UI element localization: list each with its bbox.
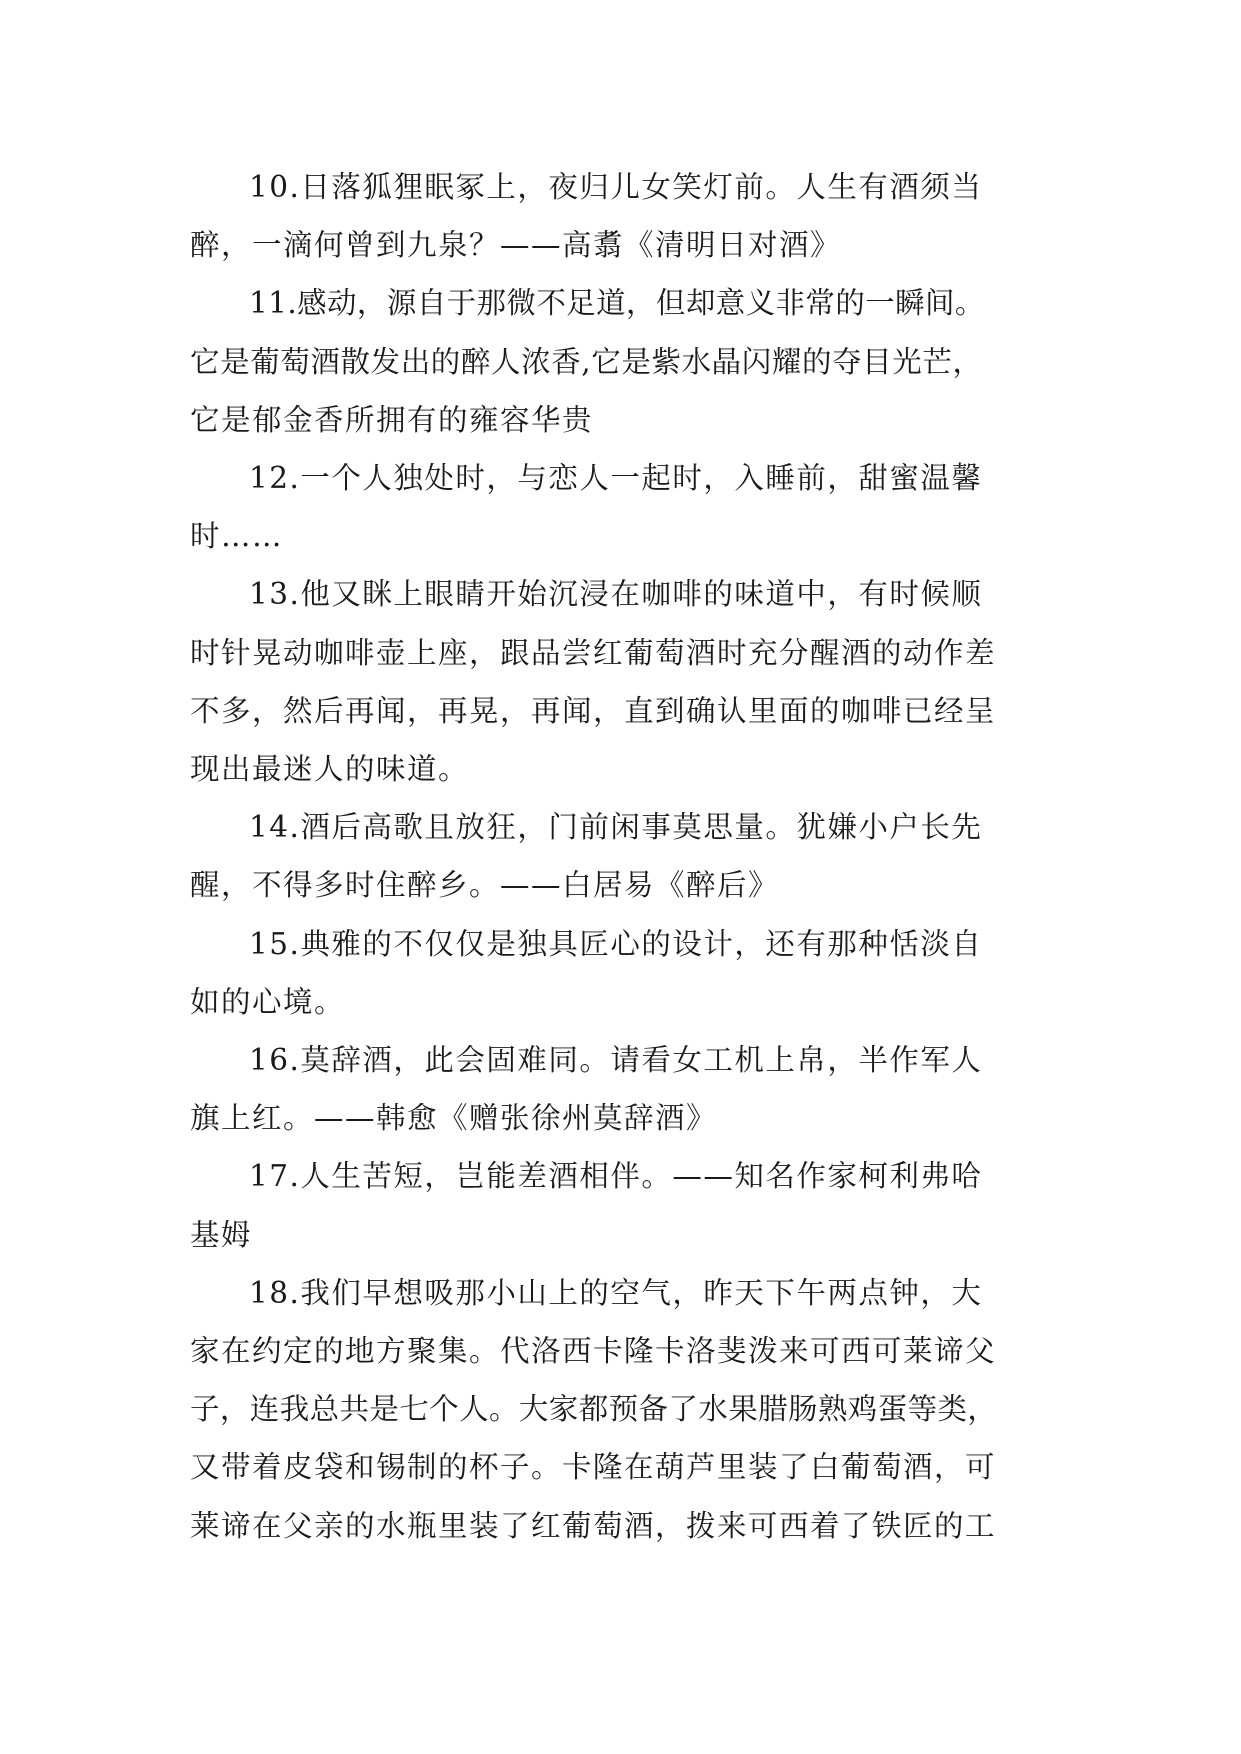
text-line: 13.他又眯上眼睛开始沉浸在咖啡的味道中，有时候顺 (249, 577, 983, 612)
text-line: 子，连我总共是七个人。大家都预备了水果腊肠熟鸡蛋等类， (190, 1392, 998, 1427)
text-line: 如的心境。 (190, 984, 346, 1019)
text-line: 15.典雅的不仅仅是独具匠心的设计，还有那种恬淡自 (249, 926, 983, 961)
text-line: 时…… (190, 519, 284, 554)
text-line: 12.一个人独处时，与恋人一起时，入睡前，甜蜜温馨 (249, 461, 983, 496)
paragraph-15 (190, 915, 1056, 1031)
text-line: 旗上红。——韩愈《赠张徐州莫辞酒》 (190, 1101, 718, 1136)
paragraph-18 (190, 1264, 1056, 1555)
text-line: 14.酒后高歌且放狂，门前闲事莫思量。犹嫌小户长先 (249, 810, 983, 845)
document-body (190, 158, 1056, 1555)
text-line: 莱谛在父亲的水瓶里装了红葡萄酒，拨来可西着了铁匠的工 (190, 1508, 997, 1543)
text-line: 时针晃动咖啡壶上座，跟品尝红葡萄酒时充分醒酒的动作差 (190, 635, 997, 670)
text-line: 18.我们早想吸那小山上的空气，昨天下午两点钟，大 (249, 1275, 983, 1310)
text-line: 它是葡萄酒散发出的醉人浓香,它是紫水晶闪耀的夺目光芒， (190, 344, 983, 379)
text-line: 又带着皮袋和锡制的杯子。卡隆在葫芦里装了白葡萄酒，可 (190, 1450, 997, 1485)
text-line: 醒，不得多时住醉乡。——白居易《醉后》 (190, 868, 780, 903)
text-line: 不多，然后再闻，再晃，再闻，直到确认里面的咖啡已经呈 (190, 693, 997, 728)
paragraph-14 (190, 798, 1056, 914)
paragraph-11 (190, 274, 1056, 449)
paragraph-12 (190, 449, 1056, 565)
text-line: 11.感动，源自于那微不足道，但却意义非常的一瞬间。 (249, 286, 985, 321)
text-line: 17.人生苦短，岂能差酒相伴。——知名作家柯利弗哈 (249, 1159, 983, 1194)
text-line: 现出最迷人的味道。 (190, 752, 470, 787)
text-line: 家在约定的地方聚集。代洛西卡隆卡洛斐泼来可西可莱谛父 (190, 1334, 997, 1369)
text-line: 醉，一滴何曾到九泉？——高翥《清明日对酒》 (190, 228, 842, 263)
paragraph-16 (190, 1031, 1056, 1147)
text-line: 16.莫辞酒，此会固难同。请看女工机上帛，半作军人 (249, 1043, 983, 1078)
text-line: 它是郁金香所拥有的雍容华贵 (190, 402, 594, 437)
text-line: 基姆 (190, 1217, 253, 1252)
text-line: 10.日落狐狸眠冢上，夜归儿女笑灯前。人生有酒须当 (249, 170, 983, 204)
paragraph-17 (190, 1147, 1056, 1263)
paragraph-13 (190, 565, 1056, 798)
paragraph-10 (190, 158, 1056, 274)
